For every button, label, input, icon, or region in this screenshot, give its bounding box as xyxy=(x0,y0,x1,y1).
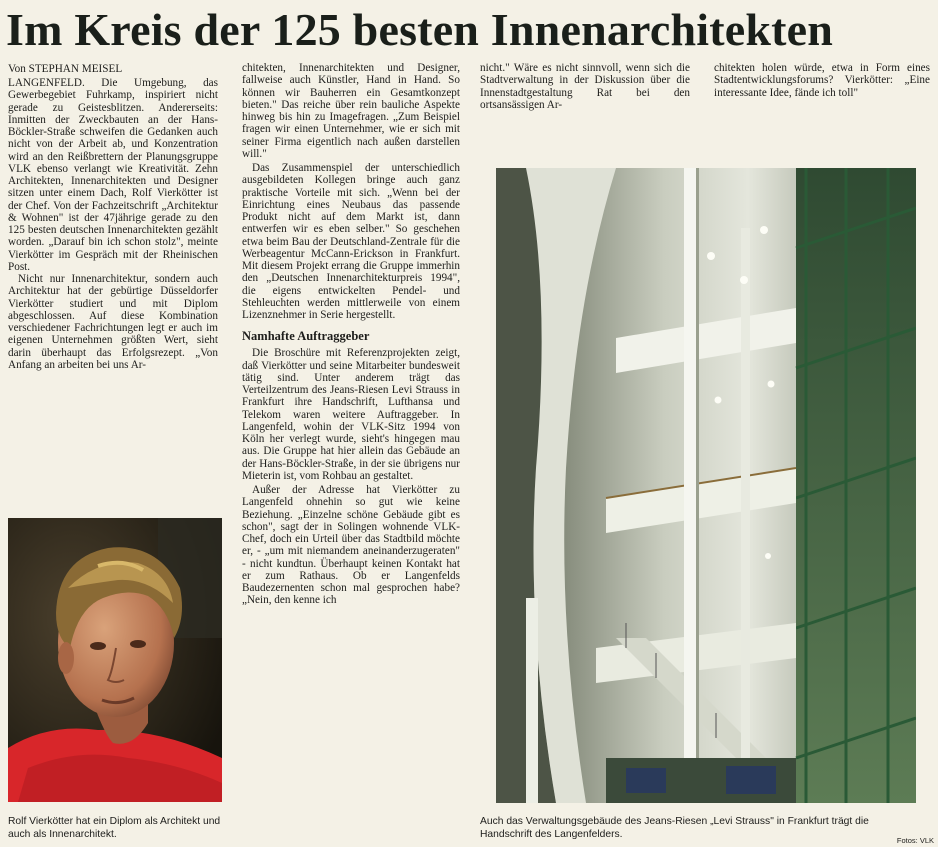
paragraph: Das Zusammenspiel der unterschiedlich ausgebildeten Kollegen bringe auch ganz praktische Vorteile mit sich. „Wenn bei der Einrichtung eines Neubaus das passende Produkt nicht auf dem Markt ist, dann entwerfen wir es eben selber." So geschehen etwa beim Bau der Deutschland-Zentrale für die Werbeagentur McCann-Erickson in Frankfurt. Mit diesem Projekt errang die Gruppe immerhin den „Deutschen Innenarchitekturpreis 1994", die eigens entwickelten Pendel- und Stehleuchten werden mittlerweile von einem Lizenznehmer in Serie hergestellt. xyxy=(242,162,460,321)
portrait-illustration xyxy=(8,518,222,802)
headline: Im Kreis der 125 besten Innenarchitekten xyxy=(6,4,834,55)
article-column-4 xyxy=(714,62,930,126)
portrait-caption: Rolf Vierkötter hat ein Diplom als Architekt und auch als Innenarchitekt. xyxy=(8,816,221,840)
building-interior-illustration xyxy=(496,168,916,803)
paragraph: LANGENFELD. Die Umgebung, das Gewerbegebiet Fuhrkamp, inspiriert nicht gerade zu Geistesblitzen. Andererseits: Inmitten der Zweckbauten an der Hans-Böckler-Straße schweifen die Gedanken auch nicht von der Arbeit ab, und Konzentration wird an den Reißbrettern der Planungsgruppe VLK ebenso verlangt wie Kreativität. Zehn Architekten, Innenarchitekten und Designer sitzen unter einem Dach, Rolf Vierkötter ist der Chef. Von der Fachzeitschrift „Architektur & Wohnen" ist der 47jährige gerade zu den 125 besten deutschen Innenarchitekten gezählt worden. „Darauf bin ich schon stolz", meinte Vierkötter im Gespräch mit der Rheinischen Post. xyxy=(8,77,218,273)
byline: Von STEPHAN MEISEL xyxy=(8,63,123,75)
building-photo xyxy=(496,168,916,803)
portrait-photo xyxy=(8,518,222,802)
paragraph: chitekten holen würde, etwa in Form eines Stadtentwicklungsforums? Vierkötter: „Eine interessante Idee, fände ich toll" xyxy=(714,62,930,99)
paragraph: nicht." Wäre es nicht sinnvoll, wenn sich die Stadtverwaltung in der Diskussion über die Innenstadtgestaltung Rat bei den ortsansässigen Ar- xyxy=(480,62,690,111)
subheading: Namhafte Auftraggeber xyxy=(242,329,370,344)
article-column-1 xyxy=(8,77,218,501)
paragraph: chitekten, Innenarchitekten und Designer, fallweise auch Künstler, Hand in Hand. So können wir Bauherren ein Gesamtkonzept bieten." Das reiche über rein bauliche Aspekte hinweg bis hin zu Imagefragen. „Zum Beispiel fragen wir einen Unternehmer, wie er sich mit seiner Firma eigentlich nach außen darstellen will." xyxy=(242,62,460,160)
paragraph: Die Broschüre mit Referenzprojekten zeigt, daß Vierkötter und seine Mitarbeiter bundesweit tätig sind. Unter anderem trägt das Verteilzentrum des Jeans-Riesen Levi Strauss in Frankfurt ihre Handschrift, Lufthansa und Telekom waren weitere Auftraggeber. In Langenfeld, wohin der VLK-Sitz 1994 von Köln her verlegt wurde, sieht's hingegen mau aus. Die Gruppe hat hier allein das Gebäude an der Hans-Böckler-Straße, in der sie übrigens nur Mieterin ist, vom Rohbau an gestaltet. xyxy=(242,347,460,482)
building-caption: Auch das Verwaltungsgebäude des Jeans-Riesen „Levi Strauss" in Frankfurt trägt die Handschrift des Langenfelders. xyxy=(480,816,869,840)
photo-credit: Fotos: VLK xyxy=(896,836,934,845)
paragraph: Außer der Adresse hat Vierkötter zu Langenfeld ohnehin so gut wie keine Beziehung. „Einzelne schöne Gebäude gibt es schon", sagt der in Solingen wohnende VLK-Chef, doch ein Urteil über das Stadtbild möchte er, - „um mit niemandem aneinanderzugeraten" - nicht kundtun. Überhaupt keinen Kontakt hat er zum Rathaus. Ob er Langenfelds Baudezernenten schon mal gesprochen habe? „Nein, den kenne ich xyxy=(242,484,460,607)
paragraph: Nicht nur Innenarchitektur, sondern auch Architektur hat der gebürtige Düsseldorfer Vierkötter studiert und mit Diplom abgeschlossen. Auf diese Kombination verschiedener Fachrichtungen legt er auch im eigenen Unternehmen größten Wert, sieht darin überhaupt das Erfolgsrezept. „Von Anfang an arbeiten bei uns Ar- xyxy=(8,273,218,371)
article-column-2 xyxy=(242,62,460,847)
article-column-3 xyxy=(480,62,690,126)
